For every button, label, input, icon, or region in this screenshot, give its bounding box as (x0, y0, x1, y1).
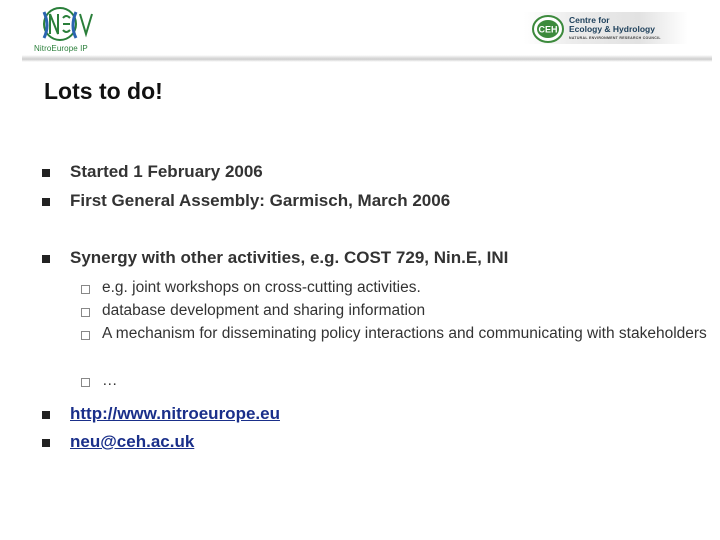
slide-title: Lots to do! (44, 78, 163, 104)
ceh-mark-text: CEH (538, 24, 558, 35)
email-link[interactable]: neu@ceh.ac.uk (70, 432, 195, 451)
header (0, 0, 720, 66)
sub-bullet-box-icon (81, 331, 90, 340)
sub-bullet-box-icon (81, 378, 90, 387)
bullet-item: Started 1 February 2006 (70, 162, 263, 181)
sub-bullet-item: … (102, 372, 118, 389)
bullet-square-icon (42, 198, 50, 206)
bullet-square-icon (42, 255, 50, 263)
sub-bullet-item: e.g. joint workshops on cross-cutting activities. (102, 279, 421, 296)
bullet-square-icon (42, 439, 50, 447)
sub-bullet-item: database development and sharing information (102, 302, 426, 319)
website-link[interactable]: http://www.nitroeurope.eu (70, 404, 280, 423)
bullet-square-icon (42, 411, 50, 419)
sub-bullet-box-icon (81, 285, 90, 294)
nitroeurope-caption: NitroEurope IP (34, 44, 88, 53)
ceh-mark-icon (531, 14, 565, 44)
bullet-item: Synergy with other activities, e.g. COST 729, Nin.E, INI (70, 248, 509, 267)
bullet-square-icon (42, 169, 50, 177)
ceh-line-1: Centre for (569, 15, 610, 25)
bullet-item: First General Assembly: Garmisch, March 2006 (70, 191, 451, 210)
sub-bullet-box-icon (81, 308, 90, 317)
ceh-line-2: Ecology & Hydrology (569, 24, 655, 34)
header-divider (22, 55, 712, 62)
sub-bullet-item: A mechanism for disseminating policy interactions and communicating with stakeholders (102, 325, 707, 342)
ceh-line-3: NATURAL ENVIRONMENT RESEARCH COUNCIL (569, 36, 661, 40)
